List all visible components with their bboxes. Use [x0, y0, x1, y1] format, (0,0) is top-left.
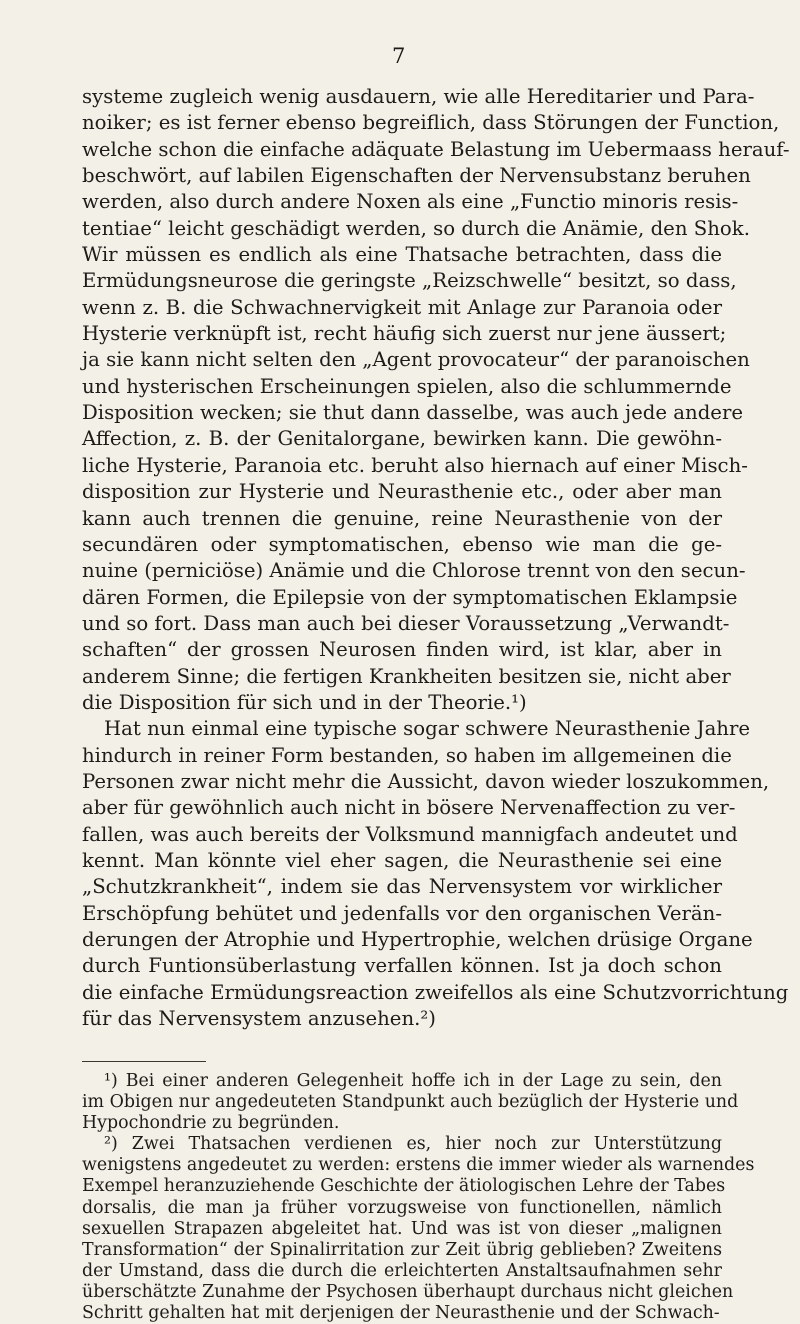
footnote-line: der Umstand, dass die durch die erleichterten Anstaltsaufnahmen sehr: [82, 1260, 722, 1281]
text-line: disposition zur Hysterie und Neurasthenie etc., oder aber man: [82, 480, 722, 504]
text-line: wenn z. B. die Schwachnervigkeit mit Anlage zur Paranoia oder: [82, 295, 722, 319]
text-line: „Schutzkrankheit“, indem sie das Nervensystem vor wirklicher: [82, 875, 722, 899]
footnote-line: Transformation“ der Spinalirritation zur Zeit übrig geblieben? Zweitens: [82, 1239, 722, 1260]
text-line: welche schon die einfache adäquate Belastung im Uebermaass herauf-: [82, 137, 790, 161]
text-line: ja sie kann nicht selten den „Agent provocateur“ der paranoischen: [82, 348, 750, 372]
footnote-line: im Obigen nur angedeuteten Standpunkt auch bezüglich der Hysterie und: [82, 1092, 739, 1113]
footnote-line: Schritt gehalten hat mit derjenigen der Neurasthenie und der Schwach-: [82, 1303, 720, 1324]
footnote-line: Exempel heranzuziehende Geschichte der ätiologischen Lehre der Tabes: [82, 1176, 726, 1197]
text-line: werden, also durch andere Noxen als eine „Functio minoris resis-: [82, 190, 739, 214]
text-line: Disposition wecken; sie thut dann dasselbe, was auch jede andere: [82, 401, 744, 425]
text-line: Ermüdungsneurose die geringste „Reizschwelle“ besitzt, so dass,: [82, 269, 737, 293]
text-line: und so fort. Dass man auch bei dieser Voraussetzung „Verwandt-: [82, 611, 730, 635]
text-line: für das Nervensystem anzusehen.²): [82, 1007, 436, 1031]
text-line: secundären oder symptomatischen, ebenso wie man die ge-: [82, 532, 722, 556]
text-line: systeme zugleich wenig ausdauern, wie alle Hereditarier und Para-: [82, 85, 755, 108]
text-line: Hat nun einmal eine typische sogar schwere Neurasthenie Jahre: [104, 717, 751, 741]
footnote-line: sexuellen Strapazen abgeleitet hat. Und was ist von dieser „malignen: [82, 1218, 722, 1239]
footnote-line: Hypochondrie zu begründen.: [82, 1113, 340, 1134]
text-line: hindurch in reiner Form bestanden, so haben im allgemeinen die: [82, 743, 732, 767]
text-line: dären Formen, die Epilepsie von der symptomatischen Eklampsie: [82, 585, 738, 609]
footnote-line: ¹) Bei einer anderen Gelegenheit hoffe ich in der Lage zu sein, den: [104, 1071, 722, 1091]
text-line: liche Hysterie, Paranoia etc. beruht also hiernach auf einer Misch-: [82, 453, 748, 477]
text-line: noiker; es ist ferner ebenso begreiflich, dass Störungen der Function,: [82, 111, 780, 135]
footnote-line: dorsalis, die man ja früher vorzugsweise von functionellen, nämlich: [82, 1197, 722, 1218]
text-line: kann auch trennen die genuine, reine Neurasthenie von der: [82, 506, 722, 530]
text-line: beschwört, auf labilen Eigenschaften der Nervensubstanz beruhen: [82, 164, 751, 188]
text-line: Wir müssen es endlich als eine Thatsache betrachten, dass die: [82, 243, 722, 267]
text-line: schaften“ der grossen Neurosen finden wird, ist klar, aber in: [82, 638, 722, 662]
text-line: anderem Sinne; die fertigen Krankheiten besitzen sie, nicht aber: [82, 664, 731, 688]
footnotes: [82, 1071, 755, 1324]
main-text: [82, 84, 790, 1032]
text-line: Personen zwar nicht mehr die Aussicht, davon wieder loszukommen,: [82, 769, 770, 793]
footnote-line: ²) Zwei Thatsachen verdienen es, hier noch zur Unterstützung: [104, 1134, 722, 1155]
text-line: durch Funtionsüberlastung verfallen können. Ist ja doch schon: [82, 954, 722, 978]
footnote-line: überschätzte Zunahme der Psychosen überhaupt durchaus nicht gleichen: [82, 1281, 734, 1302]
text-line: die Disposition für sich und in der Theorie.¹): [82, 690, 527, 714]
footnote-rule: [82, 1061, 206, 1062]
text-line: die einfache Ermüdungsreaction zweifellos als eine Schutzvorrichtung: [82, 980, 789, 1004]
text-line: derungen der Atrophie und Hypertrophie, welchen drüsige Organe: [82, 928, 753, 951]
page-number: 7: [392, 44, 406, 68]
text-line: Hysterie verknüpft ist, recht häufig sich zuerst nur jene äussert;: [82, 322, 727, 346]
text-line: nuine (perniciöse) Anämie und die Chlorose trennt von den secun-: [82, 559, 746, 583]
text-line: Affection, z. B. der Genitalorgane, bewirken kann. Die gewöhn-: [82, 427, 722, 451]
footnote-line: wenigstens angedeutet zu werden: erstens die immer wieder als warnendes: [82, 1155, 755, 1176]
text-line: fallen, was auch bereits der Volksmund mannigfach andeutet und: [82, 822, 738, 846]
text-line: kennt. Man könnte viel eher sagen, die Neurasthenie sei eine: [82, 848, 722, 872]
text-line: und hysterischen Erscheinungen spielen, also die schlummernde: [82, 374, 732, 398]
text-line: tentiae“ leicht geschädigt werden, so durch die Anämie, den Shok.: [82, 216, 750, 240]
text-line: Erschöpfung behütet und jedenfalls vor den organischen Verän-: [82, 901, 722, 925]
text-line: aber für gewöhnlich auch nicht in bösere Nervenaffection zu ver-: [82, 796, 736, 820]
